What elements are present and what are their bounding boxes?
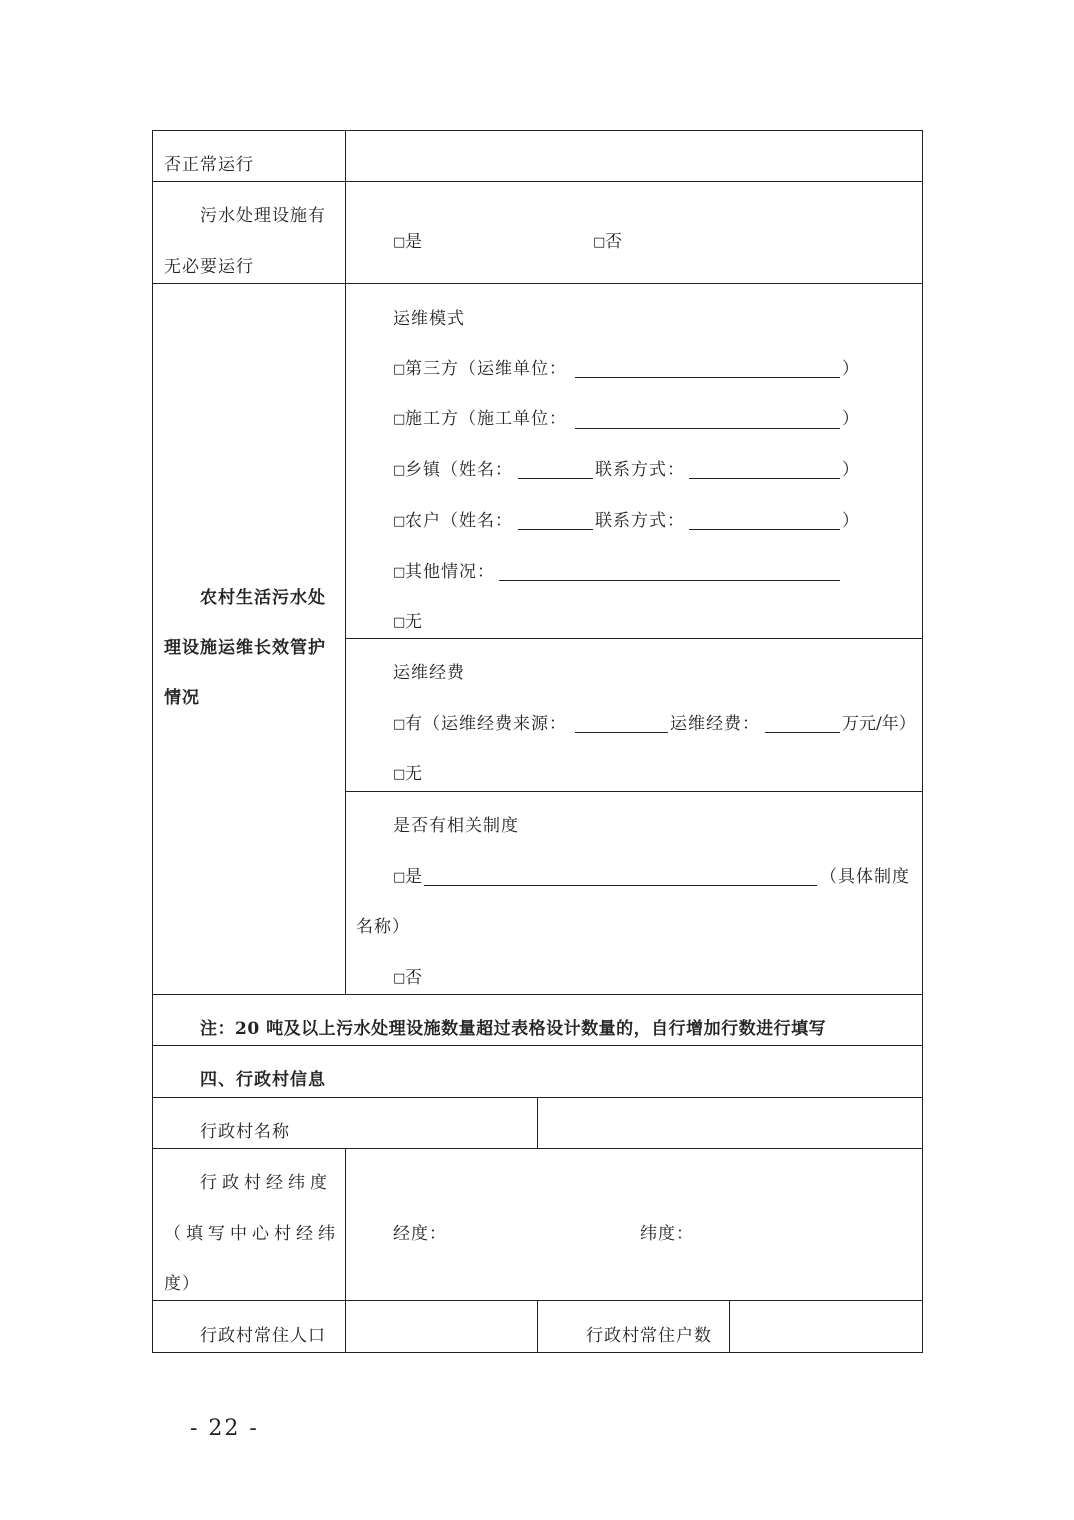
blank-line xyxy=(499,580,840,581)
table-line xyxy=(152,1045,923,1046)
table-line xyxy=(729,1300,730,1353)
checkbox-farmer[interactable]: □ xyxy=(393,514,406,529)
checkbox-township[interactable]: □ xyxy=(393,463,406,478)
funding-fee-label: 运维经费： xyxy=(670,714,760,734)
other-label: 其他情况： xyxy=(405,562,495,582)
checkbox-no[interactable]: □ xyxy=(593,235,606,250)
checkbox-system-yes[interactable]: □ xyxy=(393,870,406,885)
third-party-label: 第三方（运维单位： xyxy=(405,359,567,379)
blank-line xyxy=(518,478,593,479)
checkbox-constructor[interactable]: □ xyxy=(393,412,406,427)
checkbox-none[interactable]: □ xyxy=(393,615,406,630)
checkbox-yes[interactable]: □ xyxy=(393,235,406,250)
none-label: 无 xyxy=(405,612,423,632)
need-to-run-label: 污水处理设施有 xyxy=(200,206,326,226)
blank-line xyxy=(689,529,840,530)
table-line xyxy=(152,283,923,284)
system-no-label: 否 xyxy=(405,968,423,988)
checkbox-funding-none[interactable]: □ xyxy=(393,767,406,782)
page-number: - 22 - xyxy=(190,1416,259,1441)
checkbox-funding-has[interactable]: □ xyxy=(393,717,406,732)
running-status-label: 否正常运行 xyxy=(164,155,254,175)
long-term-label: 理设施运维长效管护 xyxy=(164,638,326,658)
township-label: 乡镇（姓名： xyxy=(405,460,513,480)
blank-line xyxy=(689,478,840,479)
contact-label: 联系方式： xyxy=(595,511,685,531)
farmer-label: 农户（姓名： xyxy=(405,511,513,531)
contact-label: 联系方式： xyxy=(595,460,685,480)
table-line xyxy=(152,181,923,182)
funding-unit: 万元/年） xyxy=(842,714,916,734)
option-yes: 是 xyxy=(405,232,423,252)
population-label: 行政村常住人口 xyxy=(200,1326,326,1346)
longitude-label: 经度： xyxy=(393,1224,447,1244)
households-label: 行政村常住户数 xyxy=(586,1326,712,1346)
section-title: 四、行政村信息 xyxy=(200,1070,326,1090)
checkbox-third-party[interactable]: □ xyxy=(393,362,406,377)
coord-label: （填写中心村经纬 xyxy=(164,1224,340,1244)
close-paren: ） xyxy=(842,409,860,429)
blank-line xyxy=(765,732,840,733)
checkbox-other[interactable]: □ xyxy=(393,565,406,580)
blank-line xyxy=(575,428,840,429)
table-line xyxy=(152,130,153,1353)
table-line xyxy=(345,1148,346,1353)
blank-line xyxy=(575,732,668,733)
table-line xyxy=(922,130,923,1353)
need-to-run-label: 无必要运行 xyxy=(164,257,254,277)
option-no: 否 xyxy=(605,232,623,252)
funding-title: 运维经费 xyxy=(393,663,465,683)
constructor-label: 施工方（施工单位： xyxy=(405,409,567,429)
checkbox-system-no[interactable]: □ xyxy=(393,971,406,986)
blank-line xyxy=(518,529,593,530)
system-suffix: （具体制度 xyxy=(820,867,910,887)
long-term-label: 农村生活污水处 xyxy=(200,588,326,608)
blank-line xyxy=(424,885,817,886)
latitude-label: 纬度： xyxy=(640,1224,694,1244)
close-paren: ） xyxy=(842,511,860,531)
blank-line xyxy=(575,377,840,378)
table-line xyxy=(152,130,923,131)
table-line xyxy=(152,994,923,995)
coord-label: 行政村经纬度 xyxy=(200,1173,332,1193)
close-paren: ） xyxy=(842,460,860,480)
funding-none-label: 无 xyxy=(405,764,423,784)
table-note: 注：20 吨及以上污水处理设施数量超过表格设计数量的，自行增加行数进行填写 xyxy=(200,1019,827,1039)
table-line xyxy=(537,1300,538,1353)
table-line xyxy=(537,1097,538,1149)
close-paren: ） xyxy=(842,359,860,379)
funding-source-label: 有（运维经费来源： xyxy=(405,714,567,734)
system-title: 是否有相关制度 xyxy=(393,816,519,836)
coord-label: 度） xyxy=(164,1274,200,1294)
system-yes-label: 是 xyxy=(405,867,423,887)
table-line xyxy=(345,638,923,639)
system-suffix: 名称） xyxy=(356,917,410,937)
village-name-label: 行政村名称 xyxy=(200,1122,290,1142)
table-line xyxy=(345,791,923,792)
mode-title: 运维模式 xyxy=(393,309,465,329)
long-term-label: 情况 xyxy=(164,688,200,708)
table-line xyxy=(345,130,346,995)
